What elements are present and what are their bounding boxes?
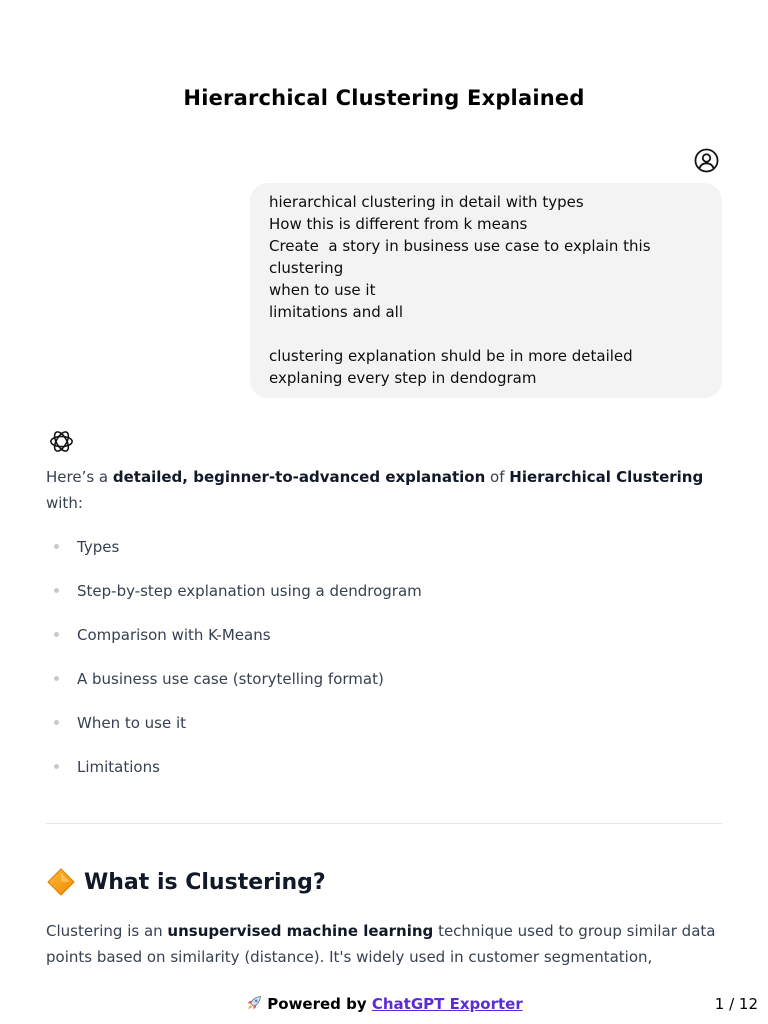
list-item: Limitations — [46, 754, 722, 798]
intro-text: with: — [46, 494, 83, 512]
orange-diamond-icon — [46, 867, 76, 897]
user-message-line: clustering explanation shuld be in more detailed — [269, 347, 633, 365]
user-message-line: when to use it — [269, 281, 376, 299]
assistant-intro — [46, 464, 722, 516]
user-message-line: explaning every step in dendogram — [269, 369, 537, 387]
chatgpt-exporter-link[interactable]: ChatGPT Exporter — [371, 995, 523, 1013]
powered-by-text: Powered by — [267, 995, 367, 1013]
intro-text: of — [485, 468, 510, 486]
list-item: A business use case (storytelling format) — [46, 666, 722, 710]
user-message-bubble — [250, 183, 722, 398]
list-item: Step-by-step explanation using a dendrogram — [46, 578, 722, 622]
intro-text: Here’s a — [46, 468, 113, 486]
intro-bold-text: detailed, beginner-to-advanced explanation — [112, 468, 486, 486]
user-message-line: limitations and all — [269, 303, 404, 321]
user-message-line: Create a story in business use case to explain this — [269, 237, 651, 255]
list-item: When to use it — [46, 710, 722, 754]
user-avatar-icon — [694, 148, 719, 173]
para-text: Clustering is an — [46, 922, 168, 940]
section-heading-text: What is Clustering? — [84, 869, 326, 895]
list-item: Comparison with K-Means — [46, 622, 722, 666]
intro-bold-text: Hierarchical Clustering — [509, 468, 704, 486]
para-text: technique used to group similar data points based on similarity (distance). It's widely used in customer segmentation, — [46, 922, 716, 966]
section-heading — [46, 866, 326, 898]
chatgpt-logo-icon — [46, 426, 77, 457]
section-paragraph — [46, 918, 726, 970]
topics-list — [46, 534, 722, 798]
page-title: Hierarchical Clustering Explained — [183, 86, 585, 110]
user-message-line: How this is different from k means — [269, 215, 528, 233]
para-bold-text: unsupervised machine learning — [167, 922, 434, 940]
page-indicator: 1 / 12 — [714, 995, 758, 1013]
powered-by — [0, 994, 768, 1014]
rocket-icon — [245, 995, 263, 1011]
user-message-line: clustering — [269, 259, 344, 277]
page-footer — [0, 994, 768, 1016]
section-divider — [46, 823, 722, 824]
list-item: Types — [46, 534, 722, 578]
user-message-line: hierarchical clustering in detail with types — [269, 193, 584, 211]
user-message-blank-line — [269, 323, 702, 345]
